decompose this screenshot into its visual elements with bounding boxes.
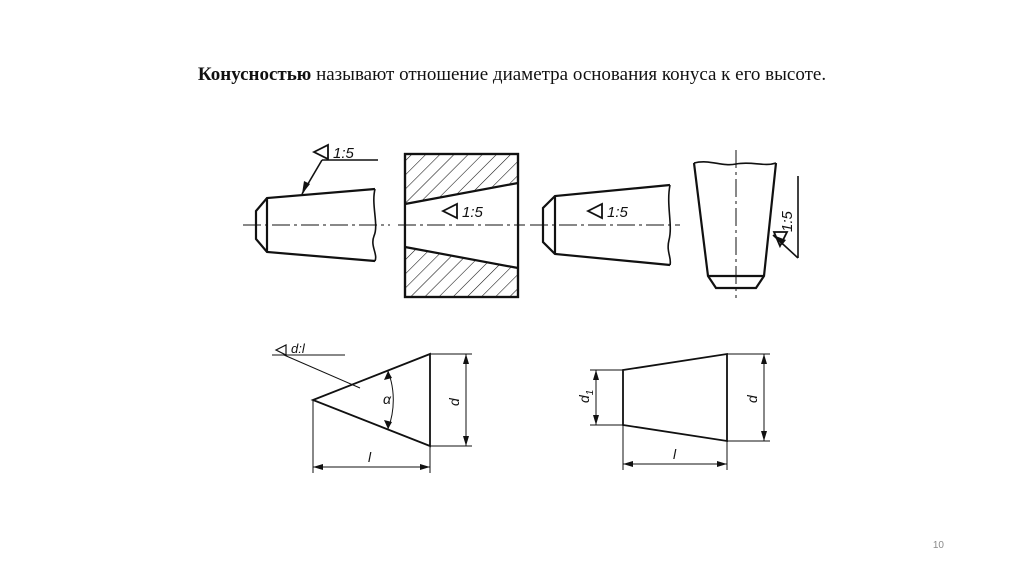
taper-label-shaft-inline: 1:5 bbox=[607, 204, 628, 221]
taper-triangle-icon bbox=[276, 345, 286, 355]
taper-label-hole: 1:5 bbox=[462, 204, 483, 221]
d-label-frustum: d bbox=[744, 395, 760, 403]
d1-label bbox=[576, 390, 596, 403]
cone-dimension-figure bbox=[272, 345, 472, 473]
l-label-cone: l bbox=[368, 449, 372, 465]
tapered-hole-section bbox=[398, 154, 525, 297]
page-number: 10 bbox=[932, 540, 944, 551]
tapered-shaft-inline-figure bbox=[530, 185, 680, 265]
d-label-cone: d bbox=[446, 398, 462, 406]
l-label-frustum: l bbox=[673, 446, 677, 462]
taper-triangle-icon bbox=[588, 204, 602, 218]
d1-base: d bbox=[576, 395, 592, 403]
heading-definition: называют отношение диаметра основания конуса к его высоте. bbox=[311, 64, 827, 85]
taper-label-shaft: 1:5 bbox=[333, 145, 354, 162]
d1-subscript: 1 bbox=[585, 389, 596, 396]
taper-symbol-label: d:l bbox=[291, 341, 305, 356]
taper-triangle-icon bbox=[314, 145, 328, 159]
heading-term: Конусностью bbox=[197, 64, 312, 85]
alpha-label: α bbox=[383, 391, 391, 407]
taper-label-vertical: 1:5 bbox=[779, 211, 796, 232]
tapered-shaft-figure bbox=[243, 145, 390, 261]
frustum-dimension-figure bbox=[590, 354, 770, 470]
